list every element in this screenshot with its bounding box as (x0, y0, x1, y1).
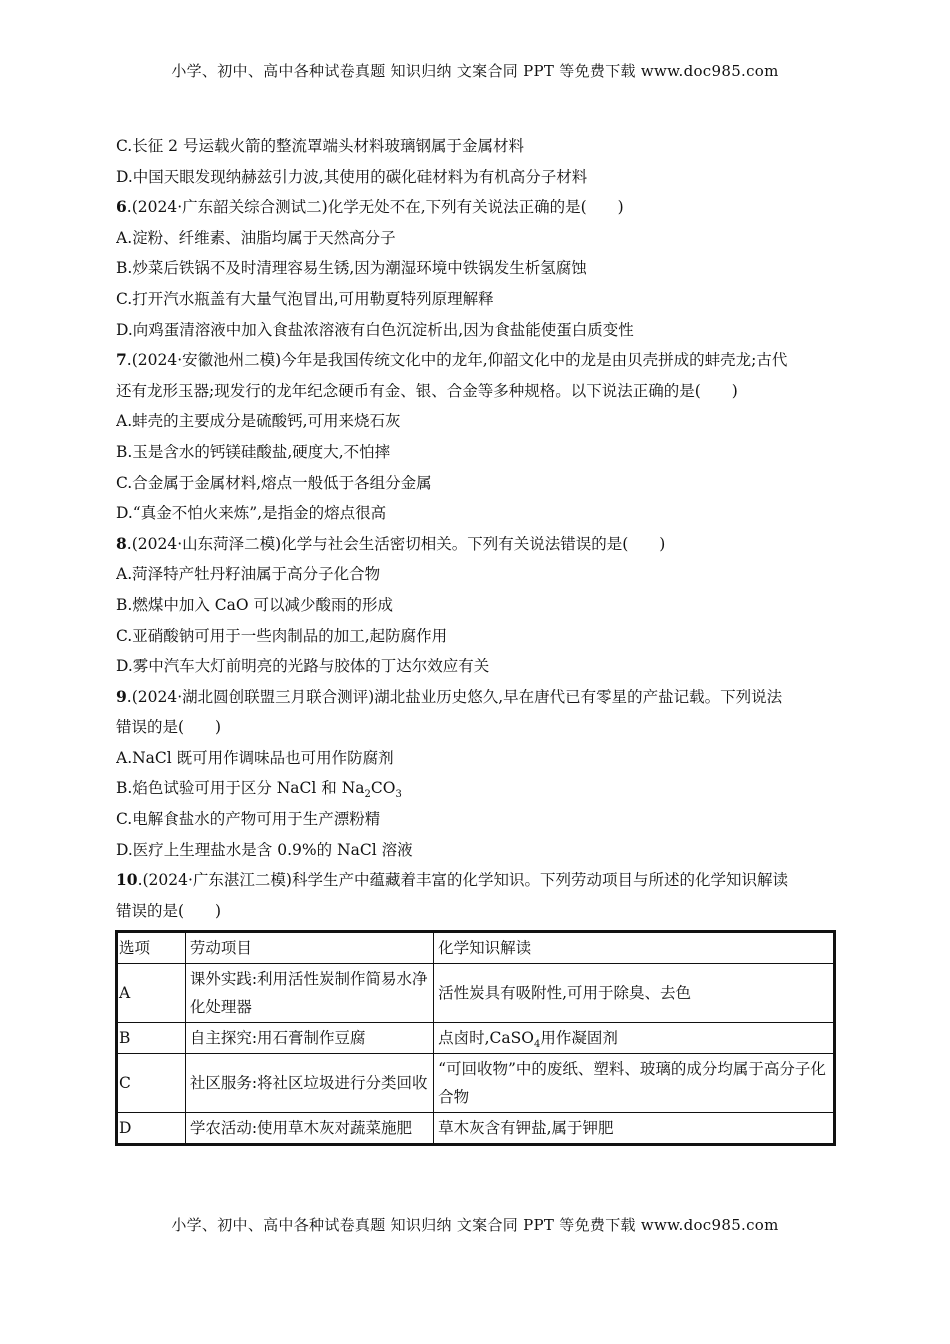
subscript-3: 3 (395, 789, 402, 801)
question-6-option-b: B.炒菜后铁锅不及时清理容易生锈,因为潮湿环境中铁锅发生析氢腐蚀 (116, 259, 587, 278)
question-9-text-line1: .(2024·湖北圆创联盟三月联合测评)湖北盐业历史悠久,早在唐代已有零星的产盐记载。下列说法 (126, 687, 783, 706)
question-7-text-line2: 还有龙形玉器;现发行的龙年纪念硬币有金、银、合金等多种规格。以下说法正确的是( ) (116, 381, 738, 400)
table-cell-knowledge: “可回收物”中的废纸、塑料、玻璃的成分均属于高分子化合物 (434, 1054, 835, 1113)
question-7-option-c: C.合金属于金属材料,熔点一般低于各组分金属 (116, 473, 432, 492)
table-cell-option: B (117, 1023, 186, 1054)
question-9-option-a: A.NaCl 既可用作调味品也可用作防腐剂 (116, 748, 394, 767)
question-8-option-b: B.燃煤中加入 CaO 可以减少酸雨的形成 (116, 595, 393, 614)
option-c-carryover: C.长征 2 号运载火箭的整流罩端头材料玻璃钢属于金属材料 (116, 137, 524, 155)
table-cell-task: 社区服务:将社区垃圾进行分类回收 (185, 1054, 433, 1113)
page-header-banner: 小学、初中、高中各种试卷真题 知识归纳 文案合同 PPT 等免费下载 www.doc985.com (171, 62, 779, 80)
question-9-option-b (116, 773, 832, 804)
table-cell-task: 课外实践:利用活性炭制作简易水净化处理器 (185, 964, 433, 1023)
table-cell-task: 学农活动:使用草木灰对蔬菜施肥 (185, 1113, 433, 1145)
question-6-stem (116, 192, 832, 223)
question-8-stem (116, 529, 832, 560)
subscript-2: 2 (364, 789, 371, 801)
question-9-text-line2: 错误的是( ) (116, 718, 222, 737)
question-9-stem (116, 682, 832, 713)
question-content (116, 131, 832, 926)
table-header-knowledge: 化学知识解读 (434, 932, 835, 964)
formula-co: CO (370, 779, 396, 798)
option-d-carryover: D.中国天眼发现纳赫兹引力波,其使用的碳化硅材料为有机高分子材料 (116, 167, 588, 186)
question-7-option-b: B.玉是含水的钙镁硅酸盐,硬度大,不怕摔 (116, 442, 391, 461)
question-6-number: 6 (116, 197, 127, 217)
knowledge-text: 点卤时,CaSO (438, 1029, 534, 1047)
table-row (117, 964, 835, 1023)
question-7-number: 7 (116, 350, 127, 370)
table-row (117, 1023, 835, 1054)
table-cell-knowledge: 草木灰含有钾盐,属于钾肥 (434, 1113, 835, 1145)
question-8-text: .(2024·山东菏泽二模)化学与社会生活密切相关。下列有关说法错误的是( ) (126, 534, 666, 553)
table-cell-option: D (117, 1113, 186, 1145)
question-10-stem (116, 865, 832, 896)
table-cell-option: C (117, 1054, 186, 1113)
question-10-text-line2: 错误的是( ) (116, 901, 222, 920)
knowledge-text-end: 用作凝固剂 (540, 1029, 618, 1047)
question-9-option-d: D.医疗上生理盐水是含 0.9%的 NaCl 溶液 (116, 840, 413, 859)
question-6-text: .(2024·广东韶关综合测试二)化学无处不在,下列有关说法正确的是( ) (126, 198, 624, 217)
question-7-option-d: D.“真金不怕火来炼”,是指金的熔点很高 (116, 504, 387, 523)
question-7-text-line1: .(2024·安徽池州二模)今年是我国传统文化中的龙年,仰韶文化中的龙是由贝壳拼成的蚌壳龙;古代 (126, 351, 788, 370)
table-row (117, 1054, 835, 1113)
question-6-option-a: A.淀粉、纤维素、油脂均属于天然高分子 (116, 228, 396, 247)
question-9-option-b-text: B.焰色试验可用于区分 NaCl 和 Na (116, 779, 365, 798)
table-header-row (117, 932, 835, 964)
question-8-option-d: D.雾中汽车大灯前明亮的光路与胶体的丁达尔效应有关 (116, 657, 490, 676)
question-10-table (115, 930, 836, 1146)
question-9-option-c: C.电解食盐水的产物可用于生产漂粉精 (116, 810, 381, 829)
question-10-text-line1: .(2024·广东湛江二模)科学生产中蕴藏着丰富的化学知识。下列劳动项目与所述的化学知识解读 (137, 871, 788, 890)
question-6-option-d: D.向鸡蛋清溶液中加入食盐浓溶液有白色沉淀析出,因为食盐能使蛋白质变性 (116, 320, 634, 339)
question-8-option-c: C.亚硝酸钠可用于一些肉制品的加工,起防腐作用 (116, 626, 448, 645)
question-10-number: 10 (116, 870, 138, 890)
table-header-task: 劳动项目 (185, 932, 433, 964)
table-cell-knowledge: 活性炭具有吸附性,可用于除臭、去色 (434, 964, 835, 1023)
question-8-option-a: A.菏泽特产牡丹籽油属于高分子化合物 (116, 565, 381, 584)
table-header-option: 选项 (117, 932, 186, 964)
question-6-option-c: C.打开汽水瓶盖有大量气泡冒出,可用勒夏特列原理解释 (116, 289, 494, 308)
subscript-4: 4 (533, 1039, 541, 1051)
question-8-number: 8 (116, 533, 127, 553)
question-7-stem (116, 345, 832, 376)
question-7-option-a: A.蚌壳的主要成分是硫酸钙,可用来烧石灰 (116, 412, 401, 431)
page-footer-banner: 小学、初中、高中各种试卷真题 知识归纳 文案合同 PPT 等免费下载 www.doc985.com (171, 1216, 779, 1234)
table-cell-option: A (117, 964, 186, 1023)
table-row (117, 1113, 835, 1145)
table-cell-knowledge (434, 1023, 835, 1054)
table-cell-task: 自主探究:用石膏制作豆腐 (185, 1023, 433, 1054)
question-9-number: 9 (116, 686, 127, 706)
